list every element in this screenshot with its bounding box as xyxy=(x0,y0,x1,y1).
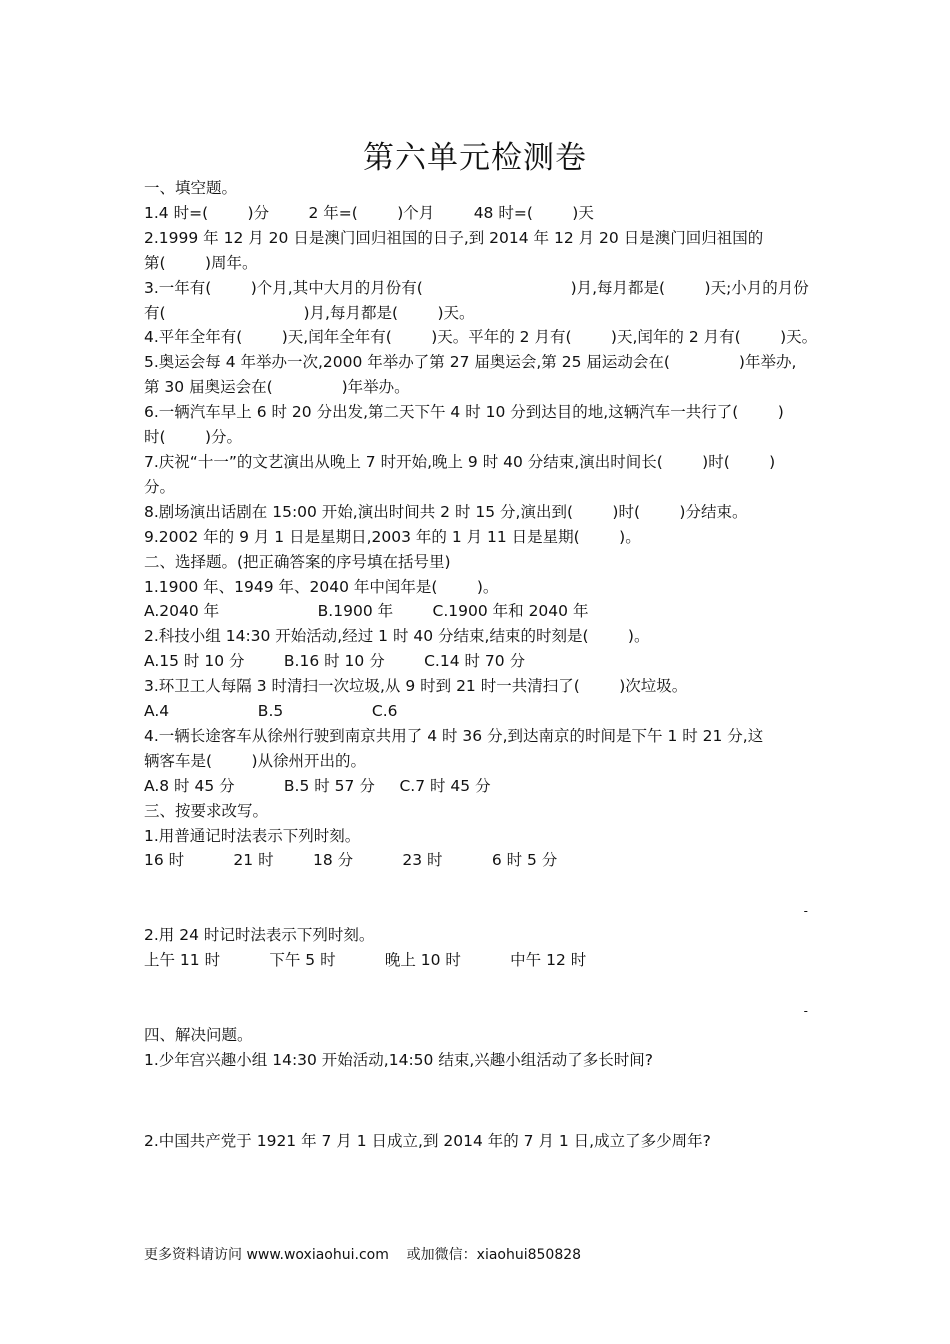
fill-q5-line2: 第 30 届奥运会在( )年举办。 xyxy=(144,378,410,397)
rewrite-q2-values: 上午 11 时 下午 5 时 晚上 10 时 中午 12 时 xyxy=(144,951,587,970)
page-title: 第六单元检测卷 xyxy=(363,140,587,176)
answer-space xyxy=(144,873,808,901)
section-2-heading: 二、选择题。(把正确答案的序号填在括号里) xyxy=(144,552,451,571)
choice-q1-options: A.2040 年 B.1900 年 C.1900 年和 2040 年 xyxy=(144,602,589,621)
choice-q4-line1: 4.一辆长途客车从徐州行驶到南京共用了 4 时 36 分,到达南京的时间是下午 1 时 21 分,这 xyxy=(144,726,764,745)
choice-q4-line2: 辆客车是( )从徐州开出的。 xyxy=(144,751,367,770)
choice-q4-options: A.8 时 45 分 B.5 时 57 分 C.7 时 45 分 xyxy=(144,776,491,795)
answer-line-mark: - xyxy=(803,904,808,919)
fill-q9: 9.2002 年的 9 月 1 日是星期日,2003 年的 1 月 11 日是星期( )。 xyxy=(144,527,641,546)
fill-q5-line1: 5.奥运会每 4 年举办一次,2000 年举办了第 27 届奥运会,第 25 届运动会在( )年举办, xyxy=(144,353,797,372)
fill-q4: 4.平年全年有( )天,闰年全年有( )天。平年的 2 月有( )天,闰年的 2 月有( )天。 xyxy=(144,328,818,347)
choice-q3: 3.环卫工人每隔 3 时清扫一次垃圾,从 9 时到 21 时一共清扫了( )次垃圾。 xyxy=(144,677,688,696)
problem-q1: 1.少年宫兴趣小组 14:30 开始活动,14:50 结束,兴趣小组活动了多长时间? xyxy=(144,1051,653,1070)
answer-space xyxy=(144,1073,808,1129)
rewrite-q1: 1.用普通记时法表示下列时刻。 xyxy=(144,826,361,845)
answer-line-mark: - xyxy=(803,1004,808,1019)
section-3-heading: 三、按要求改写。 xyxy=(144,801,269,820)
choice-q3-options: A.4 B.5 C.6 xyxy=(144,702,398,721)
choice-q2-options: A.15 时 10 分 B.16 时 10 分 C.14 时 70 分 xyxy=(144,652,526,671)
choice-q1: 1.1900 年、1949 年、2040 年中闰年是( )。 xyxy=(144,577,499,596)
rewrite-q2: 2.用 24 时记时法表示下列时刻。 xyxy=(144,926,375,945)
fill-q2-line1: 2.1999 年 12 月 20 日是澳门回归祖国的日子,到 2014 年 12 月 20 日是澳门回归祖国的 xyxy=(144,228,764,247)
fill-q8: 8.剧场演出话剧在 15:00 开始,演出时间共 2 时 15 分,演出到( )时( )分结束。 xyxy=(144,502,748,521)
rewrite-q1-values: 16 时 21 时 18 分 23 时 6 时 5 分 xyxy=(144,851,558,870)
fill-q7-line2: 分。 xyxy=(144,477,176,496)
answer-space xyxy=(144,973,808,1001)
footer-note: 更多资料请访问 www.woxiaohui.com 或加微信：xiaohui850828 xyxy=(144,1247,582,1263)
fill-q2-line2: 第( )周年。 xyxy=(144,253,258,272)
fill-q1: 1.4 时=( )分 2 年=( )个月 48 时=( )天 xyxy=(144,203,594,222)
fill-q3-line2: 有( )月,每月都是( )天。 xyxy=(144,303,475,322)
fill-q6-line2: 时( )分。 xyxy=(144,428,243,447)
problem-q2: 2.中国共产党于 1921 年 7 月 1 日成立,到 2014 年的 7 月 1 日,成立了多少周年? xyxy=(144,1132,711,1150)
fill-q7-line1: 7.庆祝“十一”的文艺演出从晚上 7 时开始,晚上 9 时 40 分结束,演出时间长( )时( ) xyxy=(144,452,776,471)
section-4-heading: 四、解决问题。 xyxy=(144,1026,253,1045)
document-body xyxy=(144,176,818,1154)
choice-q2: 2.科技小组 14:30 开始活动,经过 1 时 40 分结束,结束的时刻是( )。 xyxy=(144,627,650,646)
fill-q6-line1: 6.一辆汽车早上 6 时 20 分出发,第二天下午 4 时 10 分到达目的地,这辆汽车一共行了( ) xyxy=(144,403,784,422)
section-1-heading: 一、填空题。 xyxy=(144,179,238,197)
fill-q3-line1: 3.一年有( )个月,其中大月的月份有( )月,每月都是( )天;小月的月份 xyxy=(144,278,809,297)
